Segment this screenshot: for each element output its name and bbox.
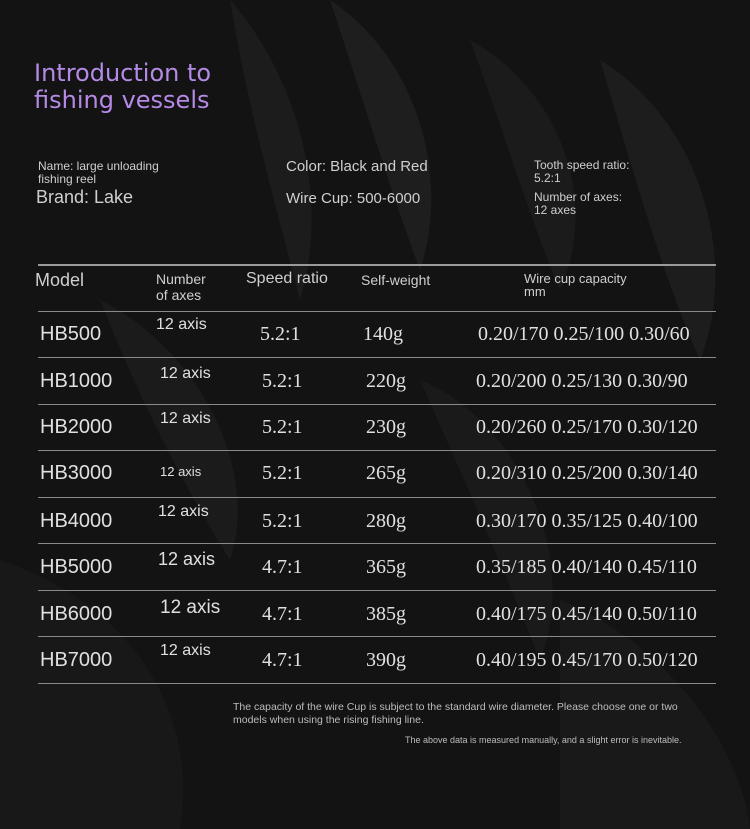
row-7-capacity: 0.40/175 0.45/140 0.50/110 xyxy=(476,603,697,625)
row-5-capacity: 0.30/170 0.35/125 0.40/100 xyxy=(476,510,698,532)
row-8-axes: 12 axis xyxy=(160,642,211,659)
header-speed-ratio: Speed ratio xyxy=(246,270,328,287)
row-3-weight: 230g xyxy=(366,416,406,438)
row-8-weight: 390g xyxy=(366,649,406,671)
row-2-speed: 5.2:1 xyxy=(262,370,303,392)
table-rule xyxy=(38,311,716,312)
row-5-model: HB4000 xyxy=(40,510,113,532)
row-4-weight: 265g xyxy=(366,462,406,484)
spec-wire-cup: Wire Cup: 500-6000 xyxy=(286,190,421,207)
row-7-speed: 4.7:1 xyxy=(262,603,303,625)
row-6-model: HB5000 xyxy=(40,556,113,578)
table-bottom-rule xyxy=(38,683,716,684)
row-7-model: HB6000 xyxy=(40,603,113,625)
header-self-weight: Self-weight xyxy=(361,272,431,288)
header-wire-cup-capacity: Wire cup capacity mm xyxy=(524,271,627,299)
row-1-speed: 5.2:1 xyxy=(260,323,301,345)
row-5-axes: 12 axis xyxy=(158,503,209,520)
table-rule xyxy=(38,404,716,405)
row-2-weight: 220g xyxy=(366,370,406,392)
row-1-weight: 140g xyxy=(363,323,403,345)
row-2-capacity: 0.20/200 0.25/130 0.30/90 xyxy=(476,370,688,392)
row-1-capacity: 0.20/170 0.25/100 0.30/60 xyxy=(478,323,690,345)
header-number-of-axes: Number of axes xyxy=(156,271,206,303)
row-2-model: HB1000 xyxy=(40,370,113,392)
spec-name: Name: large unloading fishing reel xyxy=(38,159,159,186)
row-4-capacity: 0.20/310 0.25/200 0.30/140 xyxy=(476,462,698,484)
table-rule xyxy=(38,357,716,358)
row-8-model: HB7000 xyxy=(40,649,113,671)
page-title xyxy=(34,60,211,114)
measurement-note: The above data is measured manually, and a slight error is inevitable. xyxy=(405,735,682,745)
row-1-model: HB500 xyxy=(40,323,102,345)
table-rule xyxy=(38,450,716,451)
row-8-capacity: 0.40/195 0.45/170 0.50/120 xyxy=(476,649,698,671)
row-3-model: HB2000 xyxy=(40,416,113,438)
table-rule xyxy=(38,590,716,591)
spec-tooth-speed-ratio: Tooth speed ratio: 5.2:1 xyxy=(534,158,630,185)
row-3-speed: 5.2:1 xyxy=(262,416,303,438)
row-1-axes: 12 axis xyxy=(156,316,207,333)
row-6-speed: 4.7:1 xyxy=(262,556,303,578)
row-5-speed: 5.2:1 xyxy=(262,510,303,532)
capacity-note: The capacity of the wire Cup is subject to the standard wire diameter. Please choose one or two models when using the rising fishing line. xyxy=(233,701,678,726)
spec-color: Color: Black and Red xyxy=(286,158,428,175)
row-8-speed: 4.7:1 xyxy=(262,649,303,671)
row-7-weight: 385g xyxy=(366,603,406,625)
spec-brand: Brand: Lake xyxy=(36,187,134,207)
row-3-capacity: 0.20/260 0.25/170 0.30/120 xyxy=(476,416,698,438)
row-5-weight: 280g xyxy=(366,510,406,532)
title-line-2: fishing vessels xyxy=(34,86,210,114)
row-6-axes: 12 axis xyxy=(158,549,216,569)
row-4-speed: 5.2:1 xyxy=(262,462,303,484)
row-4-model: HB3000 xyxy=(40,462,113,484)
header-model: Model xyxy=(35,270,85,290)
row-6-weight: 365g xyxy=(366,556,406,578)
row-3-axes: 12 axis xyxy=(160,410,211,427)
row-6-capacity: 0.35/185 0.40/140 0.45/110 xyxy=(476,556,697,578)
row-2-axes: 12 axis xyxy=(160,365,211,382)
spec-number-of-axes: Number of axes: 12 axes xyxy=(534,190,623,217)
table-rule xyxy=(38,636,716,637)
table-top-rule xyxy=(38,264,716,266)
row-4-axes: 12 axis xyxy=(160,464,202,479)
row-7-axes: 12 axis xyxy=(160,597,221,618)
table-rule xyxy=(38,497,716,498)
table-rule xyxy=(38,543,716,544)
title-line-1: Introduction to xyxy=(34,59,212,87)
